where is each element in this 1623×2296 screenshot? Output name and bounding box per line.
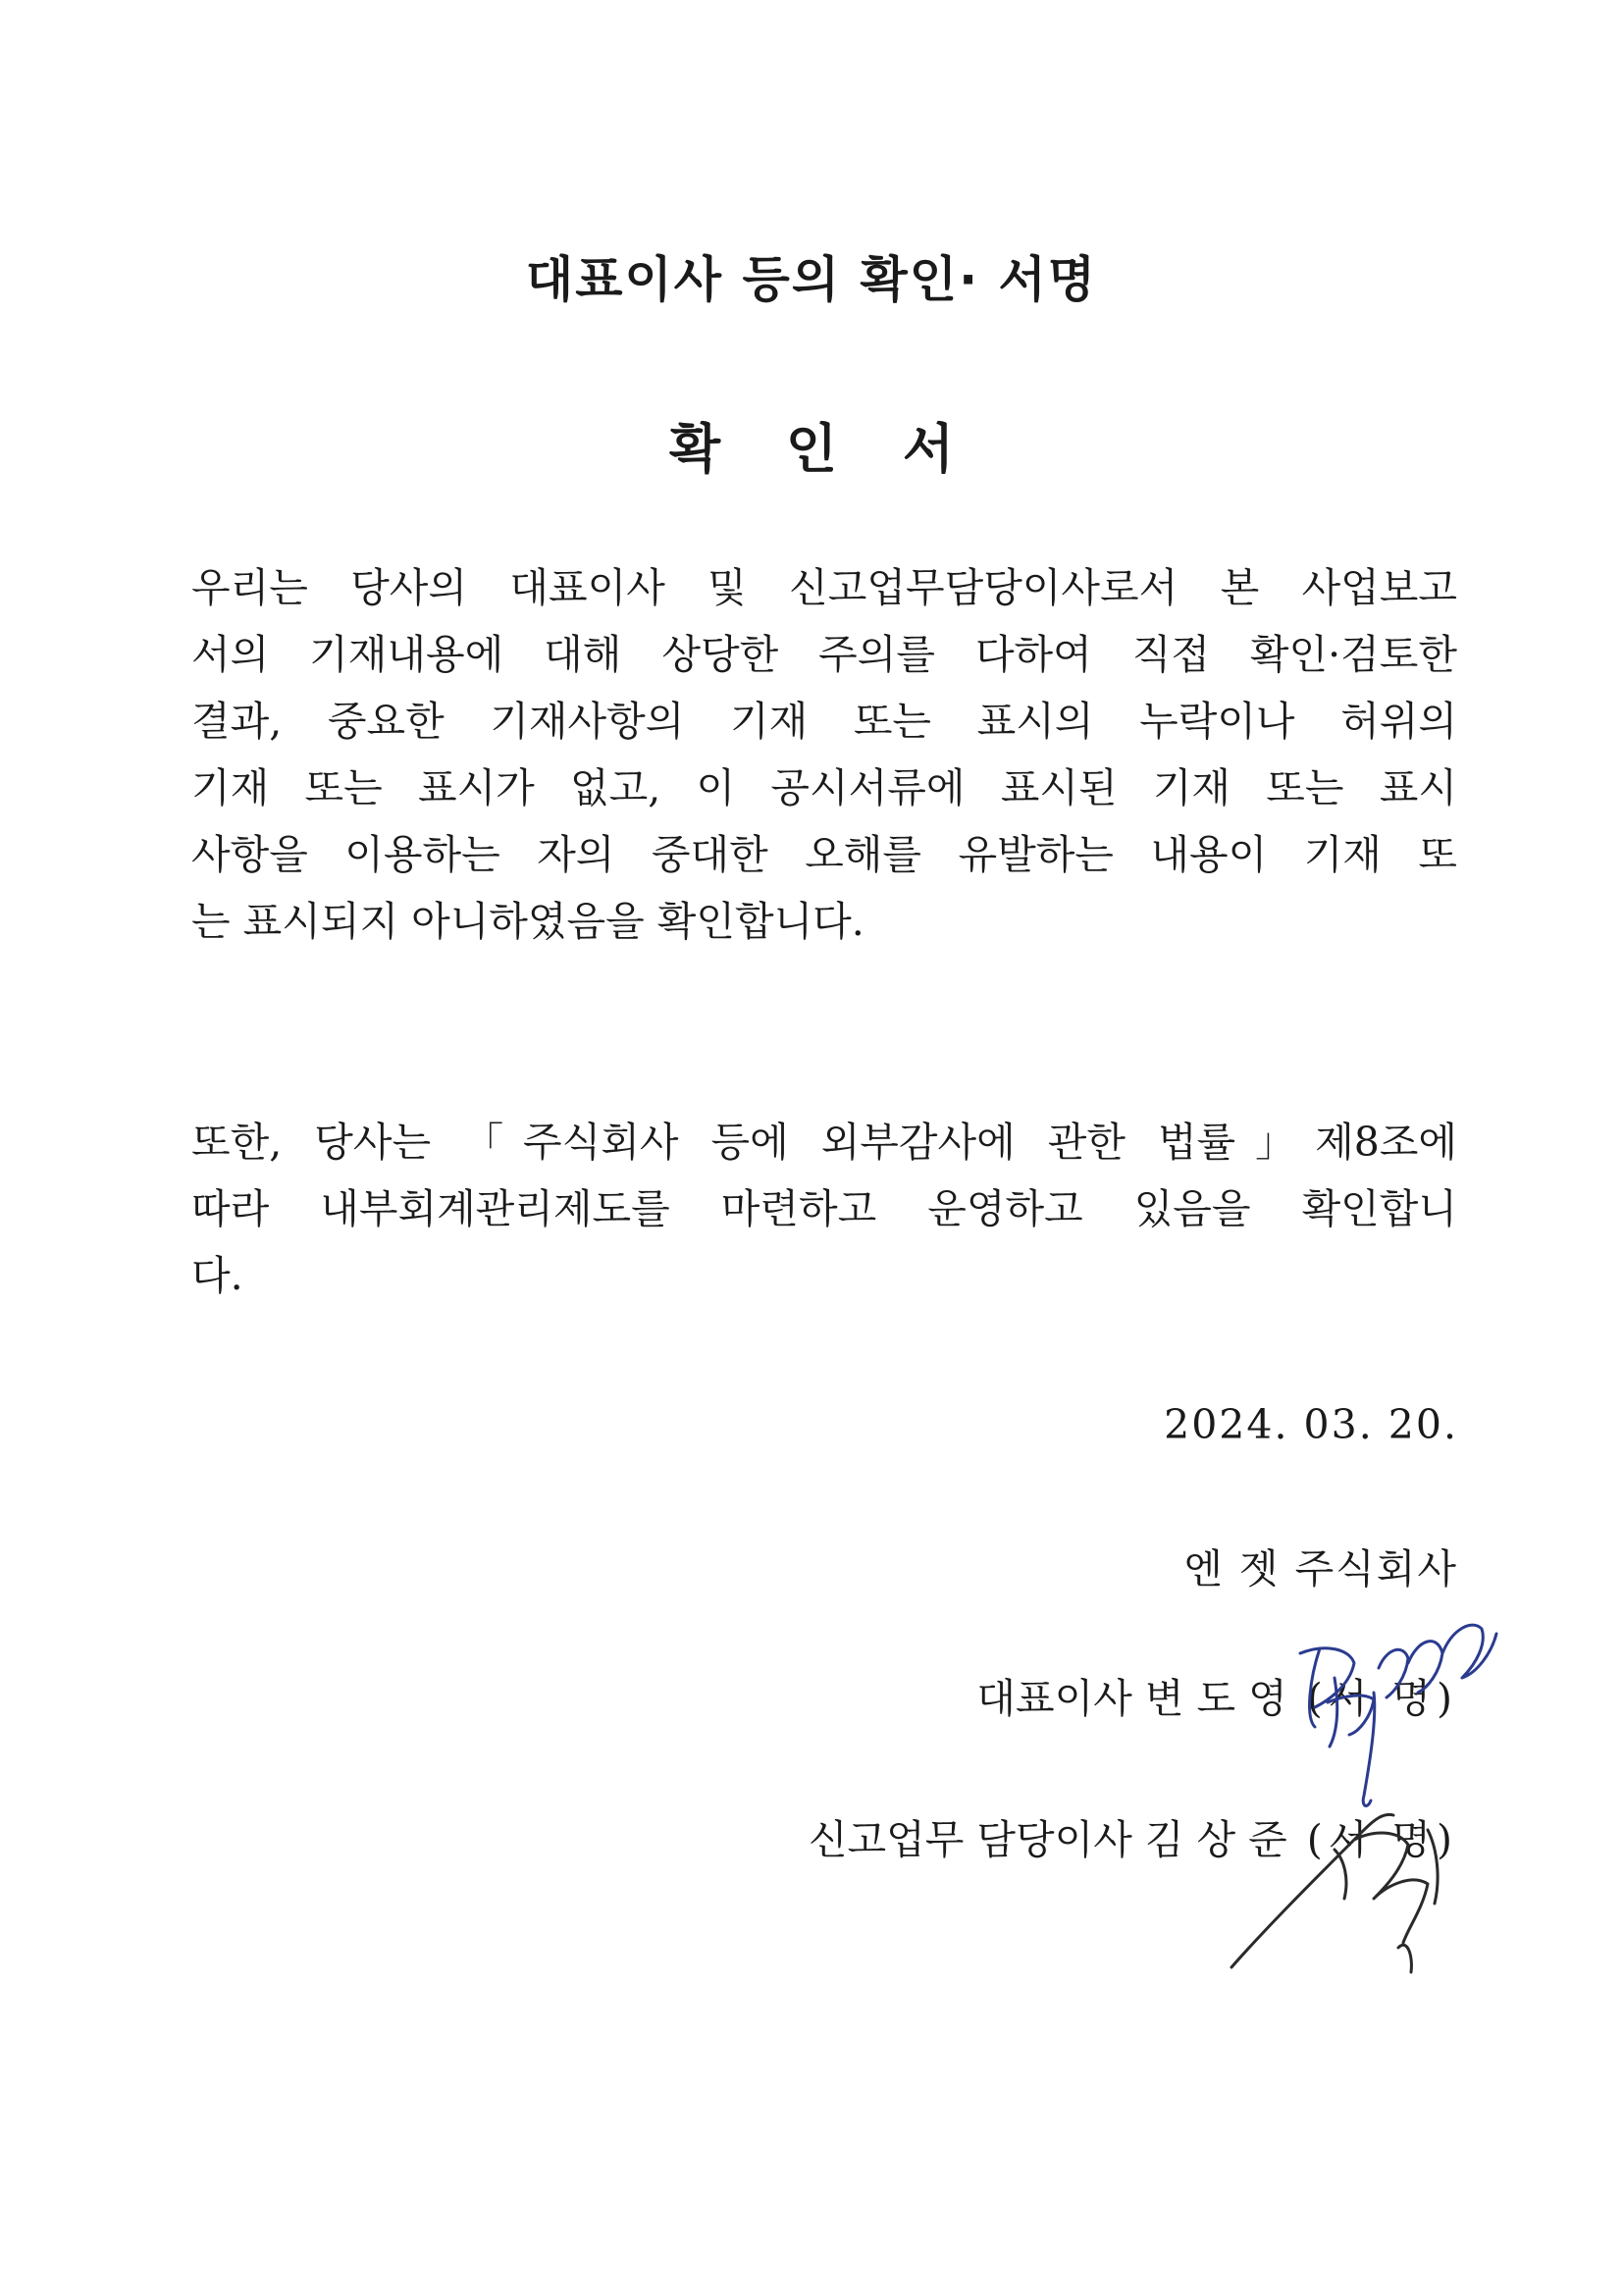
- paragraph-line: 결과, 중요한 기재사항의 기재 또는 표시의 누락이나 허위의: [191, 698, 1457, 745]
- paragraph-line: 또한, 당사는 「주식회사 등에 외부감사에 관한 법률」제8조에: [191, 1119, 1457, 1166]
- signer-role: 대표이사 변 도 영: [976, 1675, 1287, 1722]
- document-title: 대표이사 등의 확인· 서명: [525, 251, 1098, 308]
- paragraph-line: 서의 기재내용에 대해 상당한 주의를 다하여 직접 확인·검토한: [191, 631, 1457, 678]
- paragraph-line: 사항을 이용하는 자의 중대한 오해를 유발하는 내용이 기재 또: [191, 831, 1457, 878]
- company-name: 엔 젯 주식회사: [1183, 1545, 1458, 1592]
- paragraph-line: 우리는 당사의 대표이사 및 신고업무담당이사로서 본 사업보고: [191, 564, 1457, 611]
- signer-reporting-director: [809, 1807, 1458, 1865]
- signature-field: (서 명): [1306, 1675, 1458, 1722]
- signature-field: (서 명): [1306, 1816, 1458, 1863]
- paragraph-line: 다.: [191, 1252, 243, 1299]
- internal-control-paragraph: [191, 1109, 1457, 1309]
- paragraph-line: 따라 내부회계관리제도를 마련하고 운영하고 있음을 확인합니: [191, 1185, 1457, 1232]
- confirmation-paragraph: [191, 554, 1457, 955]
- signer-role: 신고업무 담당이사 김 상 준: [808, 1816, 1287, 1863]
- paragraph-line: 기재 또는 표시가 없고, 이 공시서류에 표시된 기재 또는 표시: [191, 764, 1457, 811]
- signer-ceo: [976, 1666, 1458, 1724]
- paragraph-line: 는 표시되지 아니하였음을 확인합니다.: [191, 898, 864, 945]
- document-date: 2024. 03. 20.: [1164, 1401, 1458, 1448]
- document-subtitle: 확 인 서: [668, 418, 978, 480]
